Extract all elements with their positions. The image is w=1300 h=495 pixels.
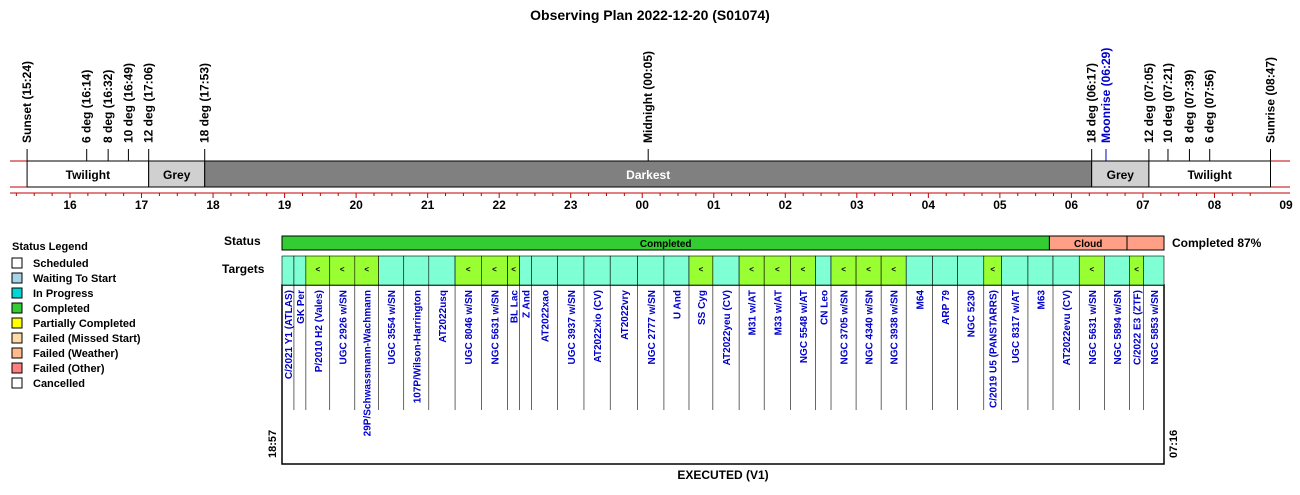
hour-axis xyxy=(10,193,1293,212)
target-block xyxy=(610,256,637,285)
target-marker: < xyxy=(492,265,497,274)
target-name: AT2022usq xyxy=(437,290,449,343)
target-block xyxy=(664,256,689,285)
status-segment-label: Completed xyxy=(639,239,692,250)
target-marker: < xyxy=(364,265,370,274)
target-block xyxy=(558,256,584,285)
target-name: M33 w/AT xyxy=(773,290,785,336)
target-name: UGC 3554 w/SN xyxy=(387,290,399,365)
hour-tick-label: 22 xyxy=(492,198,506,212)
target-marker: < xyxy=(841,265,846,274)
hour-tick-label: 06 xyxy=(1064,198,1079,212)
hour-tick-label: 05 xyxy=(993,198,1007,212)
status-legend xyxy=(12,241,141,390)
event-label: Sunset (15:24) xyxy=(20,60,35,143)
target-block xyxy=(294,256,306,285)
event-label: Moonrise (06:29) xyxy=(1098,47,1113,143)
legend-item-label: Failed (Missed Start) xyxy=(33,333,141,345)
target-name: UGC 2926 w/SN xyxy=(338,290,350,365)
hour-tick-label: 16 xyxy=(63,198,77,212)
target-marker: < xyxy=(990,265,996,274)
target-name: U And xyxy=(672,290,684,320)
target-name: Z And xyxy=(521,290,533,318)
status-row xyxy=(224,234,1262,250)
target-name: NGC 5894 w/SN xyxy=(1112,290,1124,365)
event-label: 12 deg (07:05) xyxy=(1141,62,1156,143)
hour-tick-label: 20 xyxy=(349,198,363,212)
legend-item-label: In Progress xyxy=(33,288,94,300)
hour-tick-label: 08 xyxy=(1207,198,1222,212)
target-name: 29P/Schwassmann-Wachmann xyxy=(362,290,374,437)
target-marker: < xyxy=(1134,265,1139,274)
target-name: ARP 79 xyxy=(940,290,952,325)
event-label: Sunrise (08:47) xyxy=(1263,56,1278,143)
hour-tick-label: 23 xyxy=(564,198,578,212)
target-marker: < xyxy=(339,265,345,274)
hour-tick-label: 09 xyxy=(1279,198,1293,212)
target-name: 107P/Wilson-Harrington xyxy=(412,290,424,404)
target-block xyxy=(1002,256,1028,285)
target-name: SS Cyg xyxy=(696,290,708,326)
target-marker: < xyxy=(774,265,780,274)
target-name: NGC 5230 xyxy=(966,290,978,338)
status-segment-label: Cloud xyxy=(1074,239,1103,250)
target-name: P/2010 H2 (Vales) xyxy=(313,290,325,373)
target-marker: < xyxy=(698,265,704,274)
target-name: UGC 8046 w/SN xyxy=(464,290,476,365)
legend-swatch xyxy=(12,348,22,358)
legend-swatch xyxy=(12,288,22,298)
target-name: AT2022xio (CV) xyxy=(593,290,605,363)
band-label: Darkest xyxy=(626,168,671,182)
target-name: UGC 3937 w/SN xyxy=(566,290,578,365)
legend-item-label: Completed xyxy=(33,303,90,315)
legend-item-label: Cancelled xyxy=(33,378,85,390)
hour-tick-label: 18 xyxy=(206,198,220,212)
event-label: 10 deg (07:21) xyxy=(1160,62,1175,143)
target-name: NGC 3938 w/SN xyxy=(889,290,901,365)
target-name: AT2022vry xyxy=(619,290,631,340)
target-block xyxy=(815,256,831,285)
target-marker: < xyxy=(1089,265,1095,274)
status-row-label: Status xyxy=(224,234,261,248)
target-block xyxy=(932,256,957,285)
start-time-label: 18:57 xyxy=(267,429,279,458)
event-label: 18 deg (17:53) xyxy=(197,62,212,143)
target-name: UGC 8317 w/AT xyxy=(1010,290,1022,364)
target-block xyxy=(1144,256,1164,285)
target-block xyxy=(638,256,664,285)
hour-tick-label: 19 xyxy=(277,198,292,212)
target-block xyxy=(429,256,455,285)
target-block xyxy=(520,256,532,285)
target-name: NGC 3705 w/SN xyxy=(839,290,851,365)
target-marker: < xyxy=(800,265,806,274)
event-label: 12 deg (17:06) xyxy=(141,62,156,143)
legend-swatch xyxy=(12,273,22,283)
target-name: BL Lac xyxy=(509,290,521,324)
executed-footer: EXECUTED (V1) xyxy=(677,468,769,482)
status-segment-cloud xyxy=(1127,236,1164,250)
targets-row xyxy=(222,256,1180,482)
target-name: NGC 5548 w/AT xyxy=(798,290,810,364)
band-label: Twilight xyxy=(1187,168,1232,182)
chart-title: Observing Plan 2022-12-20 (S01074) xyxy=(530,7,770,23)
target-name: NGC 5631 w/SN xyxy=(1087,290,1099,365)
target-name: M63 xyxy=(1036,290,1048,310)
target-marker: < xyxy=(465,265,471,274)
target-block xyxy=(958,256,984,285)
twilight-events xyxy=(20,48,1277,161)
hour-tick-label: 07 xyxy=(1136,198,1150,212)
legend-swatch xyxy=(12,333,22,343)
target-name: NGC 5631 w/SN xyxy=(490,290,502,365)
target-block xyxy=(282,256,294,285)
legend-item-label: Scheduled xyxy=(33,258,89,270)
legend-swatch xyxy=(12,258,22,268)
sky-bands xyxy=(10,149,1290,187)
hour-tick-label: 04 xyxy=(921,198,936,212)
legend-item-label: Failed (Other) xyxy=(33,363,105,375)
target-block xyxy=(379,256,404,285)
target-marker: < xyxy=(891,265,897,274)
target-block xyxy=(584,256,610,285)
hour-tick-label: 21 xyxy=(420,198,435,212)
targets-row-label: Targets xyxy=(222,262,265,276)
legend-swatch xyxy=(12,318,22,328)
target-name: AT2022evu (CV) xyxy=(1062,290,1074,366)
target-name: AT2022yeu (CV) xyxy=(721,290,733,366)
hour-tick-label: 03 xyxy=(850,198,864,212)
target-name: GK Per xyxy=(295,290,307,324)
event-label: 8 deg (16:32) xyxy=(101,69,116,143)
target-name: M64 xyxy=(915,290,927,310)
legend-swatch xyxy=(12,363,22,373)
target-marker: < xyxy=(749,265,754,274)
target-block xyxy=(1053,256,1079,285)
target-marker: < xyxy=(511,265,516,274)
event-label: 8 deg (07:39) xyxy=(1182,69,1197,143)
legend-swatch xyxy=(12,303,22,313)
legend-item-label: Waiting To Start xyxy=(33,273,117,285)
target-name: NGC 5853 w/SN xyxy=(1149,290,1161,365)
target-name: C/2022 E3 (ZTF) xyxy=(1132,290,1144,366)
band-label: Twilight xyxy=(65,168,111,182)
target-name: C/2019 U5 (PANSTARRS) xyxy=(988,290,1000,408)
target-name: CN Leo xyxy=(819,290,831,325)
target-block xyxy=(531,256,557,285)
band-label: Grey xyxy=(1106,168,1134,182)
event-label: Midnight (00:05) xyxy=(641,51,656,143)
target-block xyxy=(404,256,429,285)
target-name: NGC 2777 w/SN xyxy=(646,290,658,365)
target-block xyxy=(906,256,932,285)
target-block xyxy=(1104,256,1129,285)
band-label: Grey xyxy=(163,168,191,182)
legend-item-label: Partially Completed xyxy=(33,318,136,330)
target-name: NGC 4340 w/SN xyxy=(864,290,876,365)
event-label: 6 deg (07:56) xyxy=(1202,69,1217,143)
event-label: 6 deg (16:14) xyxy=(79,69,94,143)
completion-label: Completed 87% xyxy=(1172,236,1262,250)
legend-item-label: Failed (Weather) xyxy=(33,348,119,360)
hour-tick-label: 00 xyxy=(635,198,649,212)
target-name: M31 w/AT xyxy=(747,290,759,336)
event-label: 18 deg (06:17) xyxy=(1084,62,1099,143)
legend-title: Status Legend xyxy=(12,241,88,253)
target-block xyxy=(1028,256,1053,285)
end-time-label: 07:16 xyxy=(1168,429,1180,458)
hour-tick-label: 01 xyxy=(707,198,721,212)
hour-tick-label: 17 xyxy=(134,198,149,212)
target-name: AT2022xao xyxy=(540,290,552,343)
target-marker: < xyxy=(866,265,871,274)
target-marker: < xyxy=(315,265,321,274)
target-block xyxy=(713,256,739,285)
legend-swatch xyxy=(12,378,22,388)
hour-tick-label: 02 xyxy=(778,198,792,212)
event-label: 10 deg (16:49) xyxy=(121,62,136,143)
target-name: C/2021 Y1 (ATLAS) xyxy=(283,290,295,380)
